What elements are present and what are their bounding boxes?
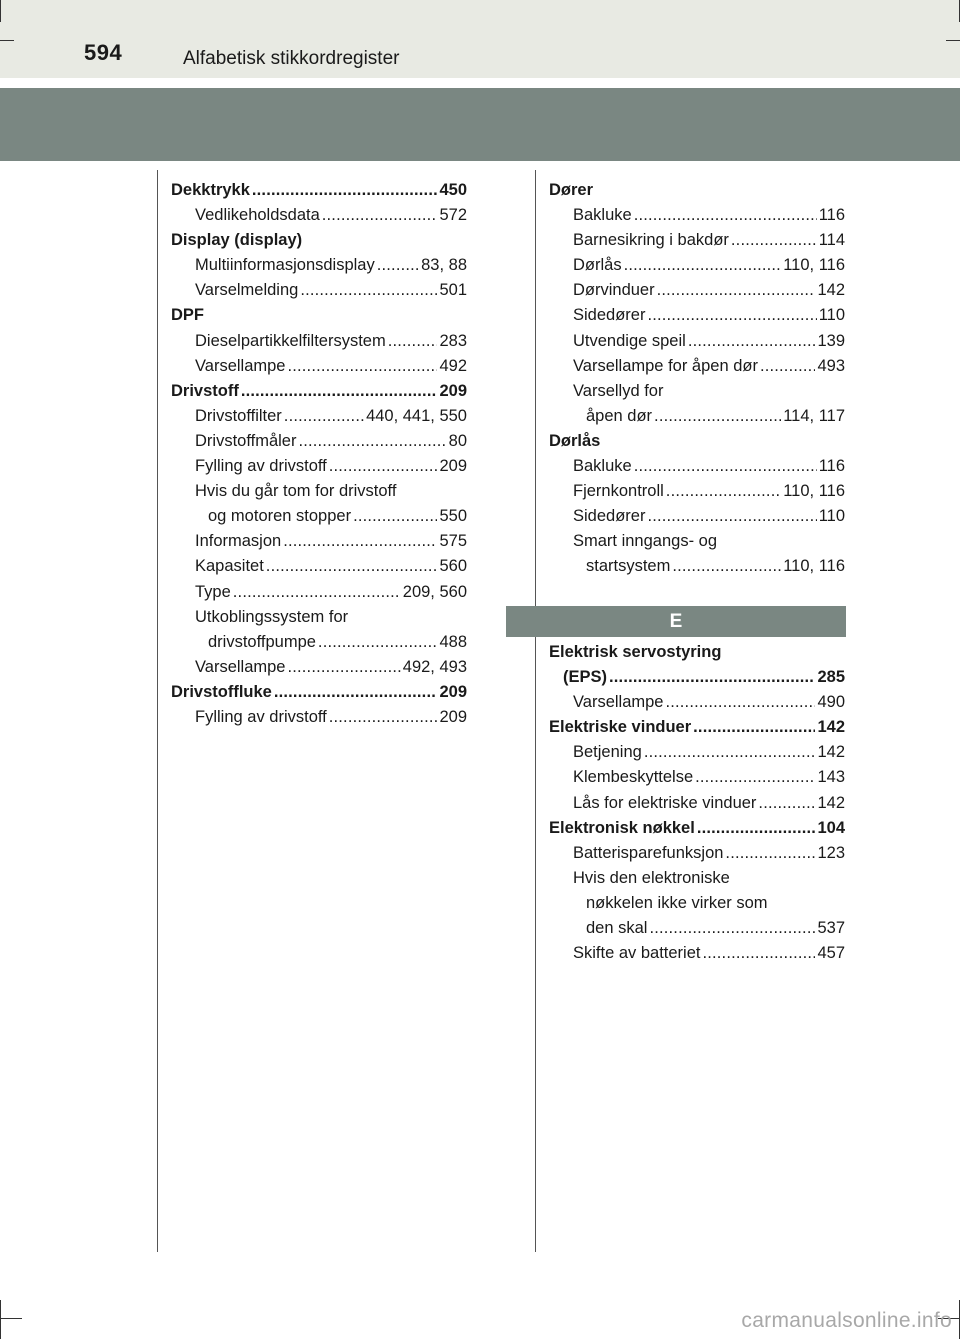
index-entry — [171, 680, 467, 705]
page-header — [0, 0, 960, 78]
index-entry-label: Dører — [549, 181, 594, 199]
index-entry-label: Bakluke — [573, 457, 632, 476]
leader-dots — [647, 504, 816, 529]
index-entry-label: den skal — [586, 919, 648, 938]
leader-dots — [649, 916, 815, 941]
index-entry-label: Drivstoffilter — [195, 406, 282, 425]
index-entry-label: åpen dør — [586, 406, 653, 425]
index-entry-label: Hvis du går tom for drivstoff — [195, 482, 397, 501]
index-entry-page: 572 — [439, 206, 467, 225]
page-number: 594 — [84, 40, 123, 65]
index-entry-page: 492, 493 — [402, 657, 467, 676]
index-entry — [171, 354, 467, 379]
leader-dots — [665, 690, 815, 715]
index-entry-page: 80 — [448, 431, 467, 450]
index-entry — [549, 715, 845, 740]
index-entry-label: Drivstoffmåler — [195, 431, 297, 450]
index-entry-page: 492 — [439, 356, 467, 375]
index-entry — [549, 228, 845, 253]
index-entry-label: Hvis den elektroniske — [573, 868, 730, 887]
leader-dots — [634, 454, 817, 479]
index-entry-page: 209 — [439, 381, 467, 400]
index-entry — [549, 479, 845, 504]
crop-mark — [946, 40, 960, 41]
index-entry-page: 142 — [817, 743, 845, 762]
leader-dots — [760, 354, 816, 379]
index-entry-page: 560 — [439, 557, 467, 576]
index-entry — [549, 791, 845, 816]
left-column-divider — [157, 170, 158, 1252]
index-entry-label: Elektronisk nøkkel — [549, 818, 695, 837]
index-entry-page: 114, 117 — [783, 406, 845, 425]
leader-dots — [298, 429, 446, 454]
index-entry-label: og motoren stopper — [208, 507, 352, 526]
index-entry — [171, 504, 467, 529]
index-entry-page: 209, 560 — [402, 582, 467, 601]
index-entry — [549, 740, 845, 765]
index-entry-label: Klembeskyttelse — [573, 768, 694, 787]
index-entry-label: Kapasitet — [195, 557, 264, 576]
left-index-column — [171, 178, 467, 730]
index-entry — [171, 454, 467, 479]
index-entry-label: Vedlikeholdsdata — [195, 206, 320, 225]
index-entry-label: nøkkelen ikke virker som — [586, 893, 768, 912]
crop-mark — [0, 40, 14, 41]
crop-mark — [0, 1318, 22, 1319]
right-index-column-bottom — [549, 640, 845, 966]
index-entry — [171, 580, 467, 605]
index-entry-page: 123 — [817, 843, 845, 862]
middle-column-divider — [535, 170, 536, 1252]
index-entry-label: Varselmelding — [195, 281, 299, 300]
index-entry-label: Batterisparefunksjon — [573, 843, 724, 862]
leader-dots — [644, 740, 816, 765]
index-entry — [549, 841, 845, 866]
leader-dots — [329, 705, 438, 730]
leader-dots — [300, 278, 437, 303]
index-entry — [171, 203, 467, 228]
index-entry — [549, 916, 845, 941]
index-entry-page: 209 — [439, 707, 467, 726]
index-entry-label: drivstoffpumpe — [208, 632, 316, 651]
index-entry-page: 114 — [818, 231, 845, 250]
leader-dots — [654, 404, 781, 429]
index-entry-page: 283 — [439, 331, 467, 350]
leader-dots — [287, 354, 437, 379]
index-entry-page: 490 — [817, 693, 845, 712]
index-entry-page: 142 — [817, 793, 845, 812]
index-entry-label: Drivstoff — [171, 381, 239, 400]
index-entry-page: 142 — [817, 718, 845, 737]
index-entry-page: 501 — [439, 281, 467, 300]
leader-dots — [702, 941, 815, 966]
index-entry-page: 110, 116 — [783, 557, 845, 576]
index-entry — [171, 705, 467, 730]
index-entry — [171, 178, 467, 203]
index-entry — [549, 454, 845, 479]
index-entry-page: 104 — [817, 818, 845, 837]
leader-dots — [283, 529, 437, 554]
index-entry-label: Sidedører — [573, 306, 646, 325]
index-entry — [171, 529, 467, 554]
index-entry-page: 110 — [818, 507, 845, 526]
index-entry — [171, 253, 467, 278]
index-entry — [549, 941, 845, 966]
index-entry-label: Betjening — [573, 743, 642, 762]
leader-dots — [609, 665, 815, 690]
leader-dots — [241, 379, 438, 404]
index-entry-label: Smart inngangs- og — [573, 532, 717, 551]
leader-dots — [758, 791, 815, 816]
index-entry-label: Varsellampe — [573, 693, 664, 712]
index-entry — [549, 529, 845, 554]
leader-dots — [695, 765, 815, 790]
index-entry-page: 488 — [439, 632, 467, 651]
leader-dots — [693, 715, 815, 740]
watermark: carmanualsonline.info — [741, 1309, 952, 1332]
index-entry-page: 116 — [818, 457, 845, 476]
index-entry-page: 209 — [439, 682, 467, 701]
index-entry — [171, 605, 467, 630]
index-entry-label: DPF — [171, 306, 204, 325]
leader-dots — [266, 554, 438, 579]
leader-dots — [377, 253, 419, 278]
index-entry — [549, 816, 845, 841]
index-entry — [549, 554, 845, 579]
index-entry — [171, 479, 467, 504]
index-entry — [549, 379, 845, 404]
index-entry — [171, 404, 467, 429]
index-entry-label: Display (display) — [171, 231, 303, 250]
index-entry-page: 440, 441, 550 — [366, 406, 467, 425]
index-entry-page: 139 — [817, 331, 845, 350]
index-entry-label: startsystem — [586, 557, 671, 576]
index-entry — [549, 178, 845, 203]
page-title: Alfabetisk stikkordregister — [183, 48, 400, 69]
index-entry-label: Type — [195, 582, 231, 601]
index-entry-label: Elektriske vinduer — [549, 718, 692, 737]
index-entry-label: Elektrisk servostyring — [549, 643, 722, 661]
leader-dots — [666, 479, 781, 504]
index-entry — [549, 665, 845, 690]
header-banner — [0, 88, 960, 161]
leader-dots — [233, 580, 401, 605]
index-entry-page: 550 — [439, 507, 467, 526]
index-entry — [549, 303, 845, 328]
leader-dots — [274, 680, 438, 705]
index-entry — [171, 655, 467, 680]
index-entry-page: 110, 116 — [783, 482, 845, 501]
leader-dots — [624, 253, 782, 278]
index-entry-label: Varsellampe for åpen dør — [573, 356, 758, 375]
crop-mark — [0, 1300, 1, 1339]
index-entry-label: Bakluke — [573, 206, 632, 225]
index-entry — [171, 303, 467, 328]
index-entry — [171, 278, 467, 303]
index-entry-page: 537 — [817, 919, 845, 938]
leader-dots — [284, 404, 364, 429]
leader-dots — [647, 303, 816, 328]
index-entry-label: Dørlås — [549, 431, 601, 450]
index-entry-label: Dørlås — [573, 256, 622, 275]
index-entry — [171, 228, 467, 253]
index-entry-label: Lås for elektriske vinduer — [573, 793, 757, 812]
index-entry-page: 209 — [439, 457, 467, 476]
leader-dots — [287, 655, 400, 680]
leader-dots — [688, 329, 816, 354]
index-entry — [549, 765, 845, 790]
leader-dots — [657, 278, 816, 303]
index-entry-label: Fjernkontroll — [573, 482, 664, 501]
index-entry — [171, 429, 467, 454]
index-entry — [171, 554, 467, 579]
index-entry-label: Varsellyd for — [573, 381, 664, 400]
index-entry-label: Informasjon — [195, 532, 282, 551]
index-entry-label: Multiinformasjonsdisplay — [195, 256, 375, 275]
index-entry-page: 285 — [817, 668, 845, 687]
index-entry-label: Dieselpartikkelfiltersystem — [195, 331, 386, 350]
index-entry — [549, 429, 845, 454]
index-entry-page: 142 — [817, 281, 845, 300]
index-entry-label: Dekktrykk — [171, 181, 250, 199]
crop-mark — [0, 0, 1, 22]
index-entry-label: Utvendige speil — [573, 331, 686, 350]
index-entry — [549, 203, 845, 228]
index-entry — [549, 329, 845, 354]
index-entry-label: Utkoblingssystem for — [195, 607, 349, 626]
leader-dots — [697, 816, 816, 841]
section-letter-bar: E — [506, 606, 846, 637]
index-entry — [549, 253, 845, 278]
index-entry-page: 493 — [817, 356, 845, 375]
leader-dots — [353, 504, 437, 529]
index-entry-page: 143 — [817, 768, 845, 787]
right-index-column-top — [549, 178, 845, 580]
index-entry — [171, 379, 467, 404]
index-entry-label: Sidedører — [573, 507, 646, 526]
index-entry — [171, 329, 467, 354]
index-entry-label: (EPS) — [563, 668, 608, 687]
leader-dots — [322, 203, 438, 228]
leader-dots — [725, 841, 815, 866]
index-entry-label: Dørvinduer — [573, 281, 655, 300]
leader-dots — [388, 329, 438, 354]
index-entry-page: 450 — [439, 181, 467, 199]
index-entry — [549, 640, 845, 665]
index-entry — [549, 891, 845, 916]
index-entry-label: Varsellampe — [195, 657, 286, 676]
index-entry-page: 575 — [439, 532, 467, 551]
index-entry — [171, 630, 467, 655]
index-entry-page: 83, 88 — [421, 256, 467, 275]
index-entry-page: 116 — [818, 206, 845, 225]
leader-dots — [731, 228, 817, 253]
index-entry-page: 110 — [818, 306, 845, 325]
leader-dots — [634, 203, 817, 228]
leader-dots — [672, 554, 781, 579]
index-entry-label: Fylling av drivstoff — [195, 457, 327, 476]
index-entry-label: Barnesikring i bakdør — [573, 231, 729, 250]
index-entry-page: 457 — [817, 944, 845, 963]
index-entry-label: Fylling av drivstoff — [195, 707, 327, 726]
leader-dots — [329, 454, 438, 479]
index-entry — [549, 354, 845, 379]
index-entry — [549, 404, 845, 429]
index-entry — [549, 504, 845, 529]
index-entry-label: Varsellampe — [195, 356, 286, 375]
index-entry — [549, 690, 845, 715]
index-entry-label: Skifte av batteriet — [573, 944, 701, 963]
index-entry — [549, 866, 845, 891]
index-entry-label: Drivstoffluke — [171, 682, 272, 701]
index-entry — [549, 278, 845, 303]
leader-dots — [252, 178, 438, 203]
leader-dots — [318, 630, 438, 655]
index-entry-page: 110, 116 — [783, 256, 845, 275]
